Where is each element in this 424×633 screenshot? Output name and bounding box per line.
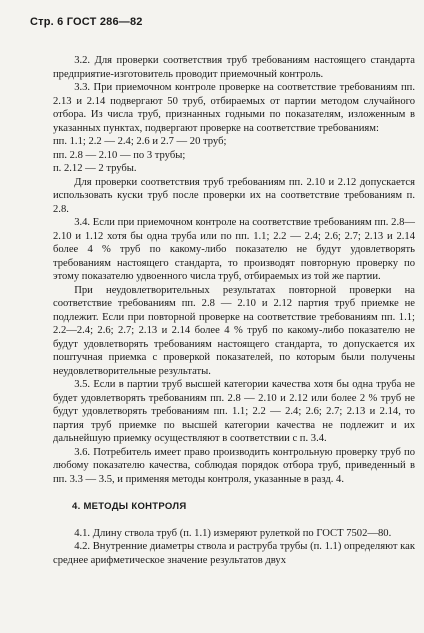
document-body: [53, 54, 415, 567]
paragraph-3-3: 3.3. При приемочном контроле проверке на соответствие требованиям пп. 2.13 и 2.14 подвергают 50 труб, отбираемых от партии методом случайного отбора. Из числа труб, признанных годными по показателям, изложенным в указанных пунктах, подвергают проверке на соответствие требованиям:: [53, 82, 415, 134]
paragraph-3-6: 3.6. Потребитель имеет право производить контрольную проверку труб по любому показателю качества, соблюдая порядок отбора труб, приведенный в пп. 3.3 — 3.5, и применяя методы контроля, указанные в разд. 4.: [53, 446, 415, 485]
section-gap: [53, 486, 415, 500]
paragraph: При неудовлетворительных результатах повторной проверки на соответствие требованиям пп. 2.8 — 2.10 и 2.12 партия труб приемке не подлежит. Если при повторной проверке на соответствие требованиям пп. 1.1; 2.2—2.4; 2.6; 2.7; 2.13 и 2.14 более 4 % труб по какому-либо показателю не будут удовлетворять требованиям настоящего стандарта, то допускается их поштучная приемка с проверкой показателей, по которым были получены неудовлетворительные результаты.: [53, 284, 415, 377]
section-title: 4. МЕТОДЫ КОНТРОЛЯ: [72, 500, 187, 512]
paragraph-4-2: 4.2. Внутренние диаметры ствола и раструба трубы (п. 1.1) определяют как среднее арифметическое значение результатов двух: [53, 541, 415, 566]
paragraph-3-2: 3.2. Для проверки соответствия труб требованиям настоящего стандарта предприятие-изготовитель проводит приемочный контроль.: [53, 55, 415, 80]
list-item: пп. 2.8 — 2.10 — по 3 трубы;: [53, 149, 186, 161]
paragraph: Для проверки соответствия труб требованиям пп. 2.10 и 2.12 допускается использовать куски труб после проверки их на соответствие требованиям п. 2.8.: [53, 176, 415, 215]
list-item: п. 2.12 — 2 трубы.: [53, 163, 137, 174]
paragraph-4-1: 4.1. Длину ствола труб (п. 1.1) измеряют рулеткой по ГОСТ 7502—80.: [74, 527, 392, 539]
page-header: Стр. 6 ГОСТ 286—82: [30, 16, 143, 28]
paragraph-3-4: 3.4. Если при приемочном контроле на соответствие требованиям пп. 2.8—2.10 и 1.12 хотя бы одна труба или по пп. 1.1; 2.2 — 2.4; 2.6; 2.7; 2.13 и 2.14 более 4 % труб по какому-либо показателю не будут удовлетворять требованиям настоящего стандарта, то производят повторную проверку по этому показателю удвоенного числа труб, отбираемых из той же партии.: [53, 217, 415, 282]
paragraph-3-5: 3.5. Если в партии труб высшей категории качества хотя бы одна труба не будет удовлетворять требованиям пп. 2.8 — 2.10 и 2.12 или более 2 % труб не будут удовлетворять требованиям пп. 1.1; 2.2 — 2.4; 2.6; 2.7; 2.13 и 2.14, то партия труб приемке по высшей категории качества не подлежит и их дальнейшую приемку осуществляют в соответствии с п. 3.4.: [53, 379, 415, 444]
section-gap: [53, 513, 415, 527]
list-item: пп. 1.1; 2.2 — 2.4; 2.6 и 2.7 — 20 труб;: [53, 136, 227, 147]
